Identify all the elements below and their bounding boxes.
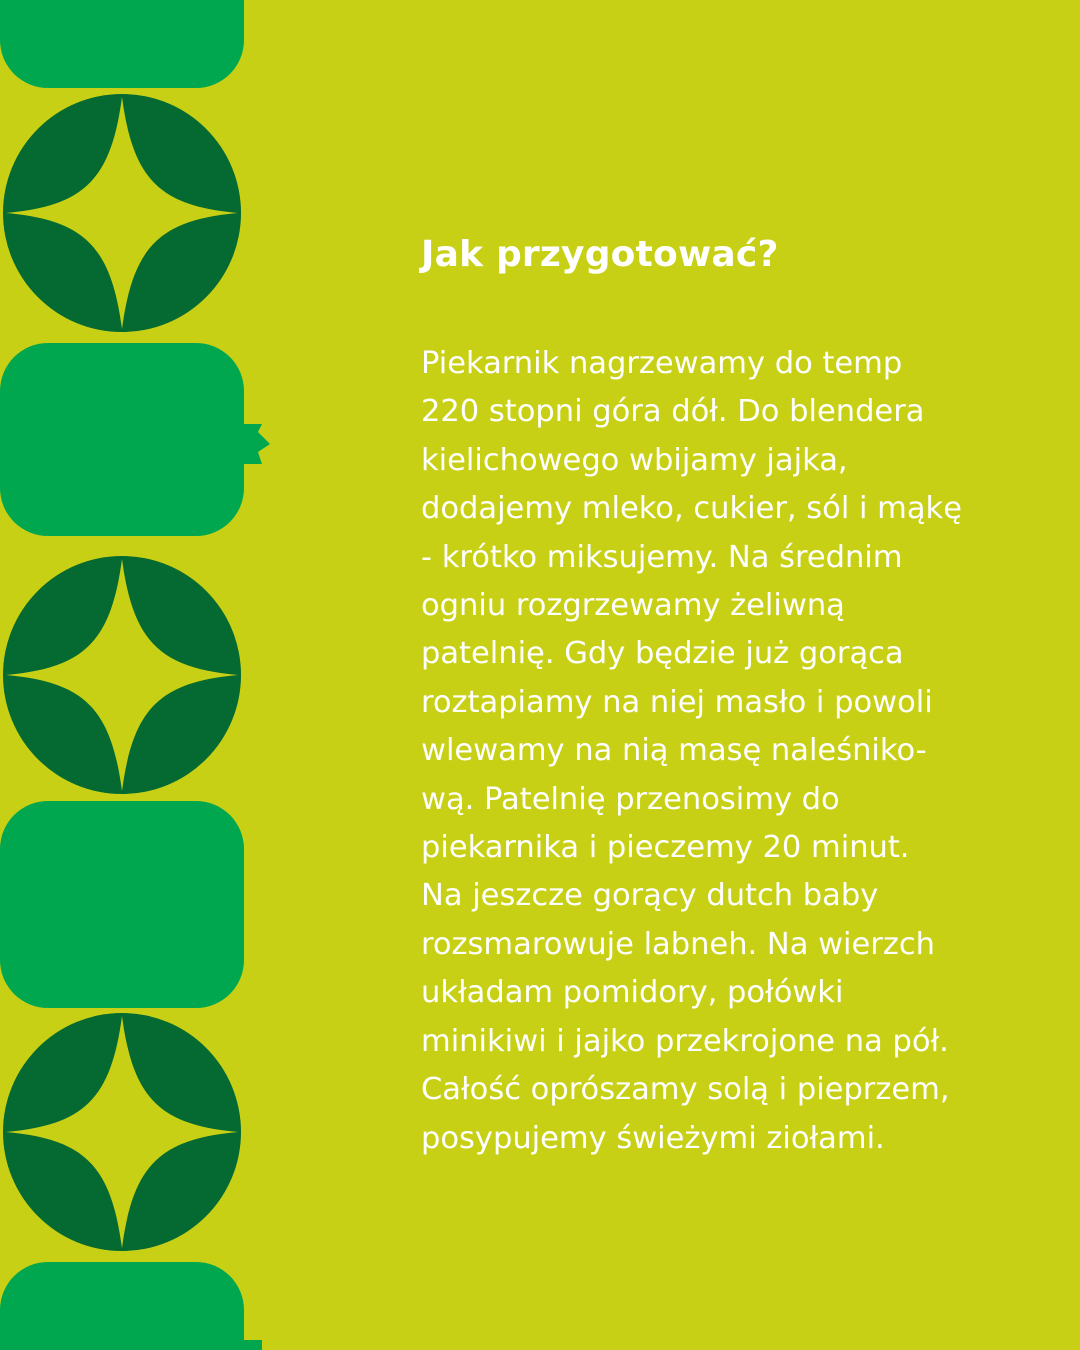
text-line: rozsmarowuje labneh. Na wierzch [421, 926, 935, 962]
text-line: 220 stopni góra dół. Do blendera [421, 394, 925, 430]
star-circle-2 [3, 556, 241, 794]
recipe-text-block [421, 226, 1041, 1163]
rounded-square-2 [0, 343, 270, 536]
heading: Jak przygotować? [421, 234, 779, 275]
text-line: - krótko miksujemy. Na średnim [421, 539, 903, 575]
text-line: układam pomidory, połówki [421, 975, 844, 1011]
text-line: patelnię. Gdy będzie już gorąca [421, 636, 904, 672]
text-line: kielichowego wbijamy jajka, [421, 442, 848, 478]
text-line: Na jeszcze gorący dutch baby [421, 878, 879, 914]
instructions-paragraph [421, 340, 1041, 1163]
rounded-square-3 [0, 801, 244, 1008]
rounded-square-bottom [0, 1262, 262, 1350]
starburst-icon [238, 424, 270, 464]
text-line: ogniu rozgrzewamy żeliwną [421, 588, 845, 624]
text-line: Piekarnik nagrzewamy do temp [421, 346, 903, 381]
text-line: roztapiamy na niej masło i powoli [421, 684, 933, 720]
text-line: wą. Patelnię przenosimy do [421, 781, 840, 817]
star-circle-1 [3, 94, 241, 332]
text-line: Całość oprószamy solą i pieprzem, [421, 1072, 950, 1108]
decorative-pattern [0, 0, 280, 1350]
text-line: wlewamy na nią masę naleśniko- [421, 733, 927, 769]
rounded-square-top [0, 0, 244, 88]
text-line: piekarnika i pieczemy 20 minut. [421, 830, 910, 866]
star-circle-3 [3, 1013, 241, 1251]
text-line: dodajemy mleko, cukier, sól i mąkę [421, 491, 962, 527]
text-line: minikiwi i jajko przekrojone na pół. [421, 1023, 949, 1059]
text-line: posypujemy świeżymi ziołami. [421, 1120, 885, 1156]
